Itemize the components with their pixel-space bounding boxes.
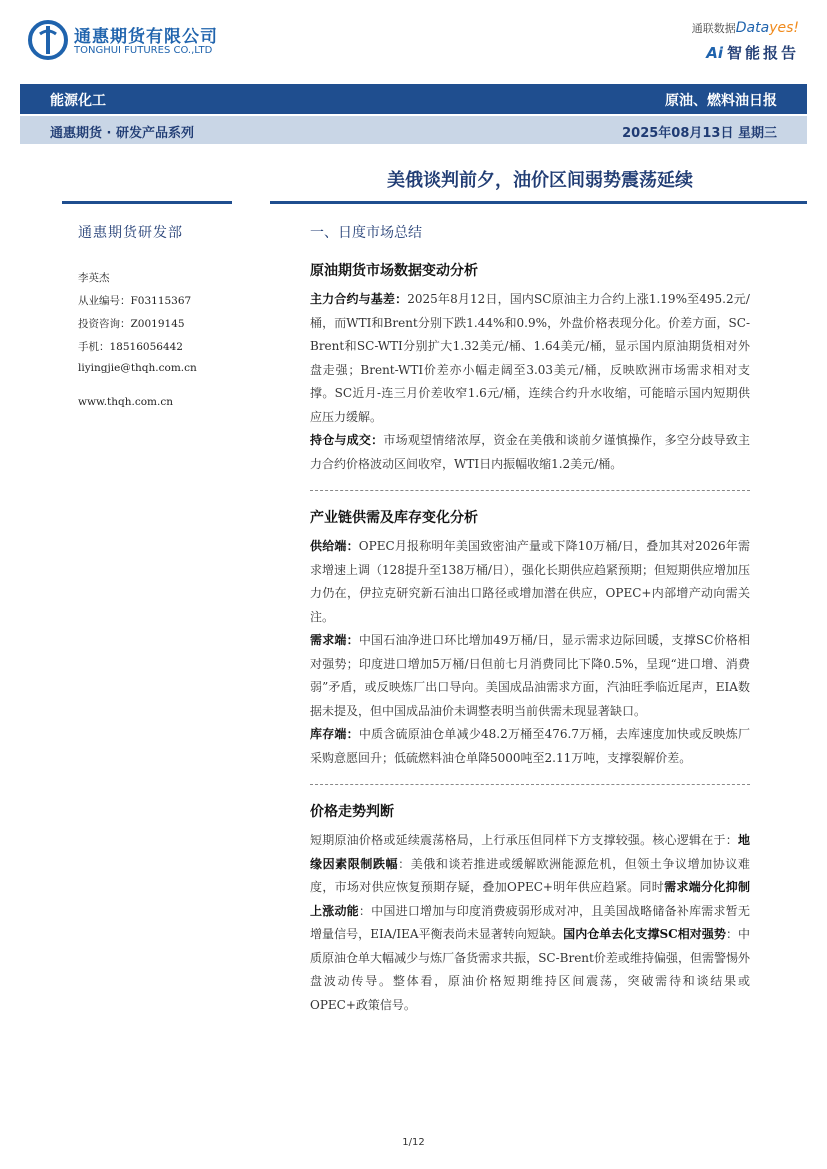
datayes-logo (692, 20, 799, 63)
company-logo (28, 18, 228, 62)
ai-mark: Ai (706, 44, 723, 62)
paragraph-basis (310, 288, 750, 429)
website-link[interactable]: www.thqh.com.cn (78, 396, 173, 408)
section-divider (310, 490, 750, 491)
section-heading: 一、日度市场总结 (310, 225, 422, 241)
label-inventory: 库存端： (310, 727, 359, 741)
paragraph-outlook (310, 829, 750, 1017)
text-basis: 2025年8月12日，国内SC原油主力合约上涨1.19%至495.2元/桶，而WTI和Brent分别下跌1.44%和0.9%，外盘价格表现分化。价差方面，SC-Brent和SC-WTI分别扩大1.32美元/桶、1.64美元/桶，显示国内原油期货相对外盘走强；Brent-WTI价差亦小幅走阔至3.03美元/桶，反映欧洲市场需求相对支撑。SC近月-连三月价差收窄1.6元/桶，连续合约升水收缩，可能暗示国内短期供应压力缓解。 (310, 292, 750, 424)
left-divider (62, 201, 232, 204)
author-panel (78, 222, 258, 408)
text-demand-split: ：中国进口增加与印度消费疲弱形成对冲，且美国战略储备补库需求暂无增量信号，EIA/IEA平衡表尚未显著转向短缺。 (310, 903, 750, 941)
report-date: 2025年08月13日 星期三 (622, 126, 777, 141)
text-warrant: ：中质原油仓单大幅减少与炼厂备货需求共振，SC-Brent价差或维持偏强，但需警惕外盘波动传导。整体看，原油价格短期维持区间震荡，突破需待和谈结果或OPEC+政策信号。 (310, 927, 750, 1012)
paragraph-inventory (310, 723, 750, 770)
series-band (20, 116, 807, 144)
author-cert: 从业编号：F03115367 (78, 295, 192, 307)
category-band (20, 84, 807, 114)
author-name: 李英杰 (78, 272, 110, 284)
paragraph-supply (310, 535, 750, 629)
label-geopolitics: 地缘因素限制跌幅 (310, 833, 750, 871)
text-demand: 中国石油净进口环比增加49万桶/日，显示需求边际回暖，支撑SC价格相对强势；印度进口增加5万桶/日但前七月消费同比下降0.5%，呈现“进口增、消费弱”矛盾，或反映炼厂出口导向。美国成品油需求方面，汽油旺季临近尾声，EIA数据未提及，但中国成品油价未调整表明当前供需未现显著缺口。 (310, 633, 750, 718)
label-supply: 供给端： (310, 539, 359, 553)
paragraph-demand (310, 629, 750, 723)
department-name: 通惠期货研发部 (78, 225, 183, 241)
datayes-cn: 通联数据 (691, 22, 736, 35)
report-type-label: 原油、燃料油日报 (665, 93, 777, 109)
label-position: 持仓与成交： (310, 433, 384, 447)
subheading-supply-chain: 产业链供需及库存变化分析 (310, 510, 478, 526)
title-divider (270, 201, 807, 204)
subheading-futures: 原油期货市场数据变动分析 (310, 263, 478, 279)
label-basis: 主力合约与基差： (310, 292, 408, 306)
ai-report-label: 智能报告 (726, 44, 799, 62)
subheading-price-outlook: 价格走势判断 (310, 804, 394, 820)
company-name-cn: 通惠期货有限公司 (74, 27, 218, 47)
section-divider (310, 784, 750, 785)
report-title: 美俄谈判前夕，油价区间弱势震荡延续 (387, 170, 693, 191)
datayes-yes: yes! (769, 20, 799, 36)
author-phone: 手机：18516056442 (78, 341, 183, 353)
page-number: 1/12 (402, 1137, 425, 1148)
text-inventory: 中质含硫原油仓单减少48.2万桶至476.7万桶，去库速度加快或反映炼厂采购意愿回升；低硫燃料油仓单降5000吨至2.11万吨，支撑裂解价差。 (310, 727, 750, 765)
label-demand: 需求端： (310, 633, 359, 647)
datayes-brand: Data (735, 20, 770, 36)
category-label: 能源化工 (50, 93, 106, 109)
author-invest: 投资咨询：Z0019145 (78, 318, 185, 330)
text-position: 市场观望情绪浓厚，资金在美俄和谈前夕谨慎操作，多空分歧导致主力合约价格波动区间收窄，WTI日内振幅收缩1.2美元/桶。 (310, 433, 750, 471)
series-label: 通惠期货 · 研发产品系列 (50, 126, 194, 141)
company-logo-icon (28, 20, 68, 60)
author-email[interactable]: liyingjie@thqh.com.cn (78, 362, 197, 374)
label-demand-split: 需求端分化抑制上涨动能 (310, 880, 750, 918)
label-warrant: 国内仓单去化支撑SC相对强势 (563, 927, 726, 941)
report-body (310, 222, 750, 1017)
text-geopolitics: ：美俄和谈若推进或缓解欧洲能源危机，但领土争议增加协议难度，市场对供应恢复预期存疑，叠加OPEC+明年供应趋紧。同时 (310, 856, 750, 894)
text-supply: OPEC月报称明年美国致密油产量或下降10万桶/日，叠加其对2026年需求增速上调（128提升至138万桶/日），强化长期供应趋紧预期；但短期供应增加压力仍在，伊拉克研究新石油出口路径或增加潜在供应，OPEC+内部增产动向需关注。 (310, 539, 750, 624)
paragraph-position (310, 429, 750, 476)
company-name-en: TONGHUI FUTURES CO.,LTD (74, 45, 213, 56)
text-outlook-intro: 短期原油价格或延续震荡格局，上行承压但同样下方支撑较强。核心逻辑在于： (310, 833, 738, 847)
